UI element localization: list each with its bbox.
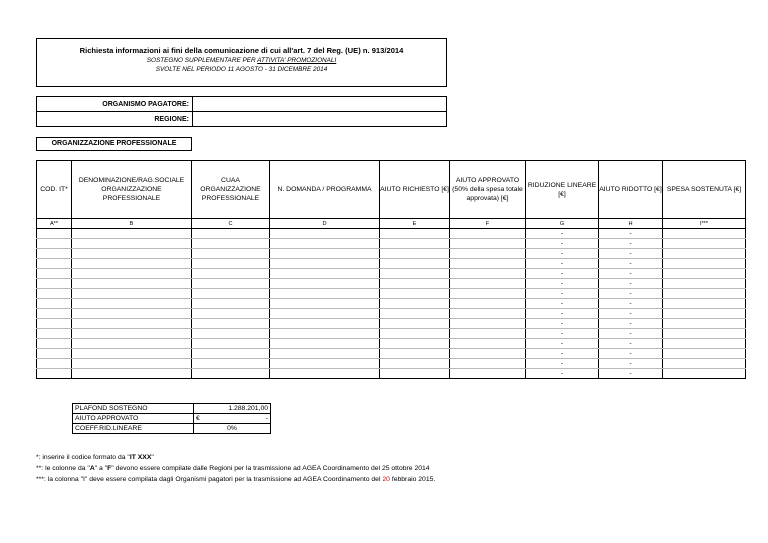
table-cell[interactable] [37, 369, 72, 379]
table-cell[interactable] [380, 349, 450, 359]
table-cell[interactable] [380, 239, 450, 249]
table-cell[interactable] [72, 269, 192, 279]
table-header-row [37, 161, 746, 219]
table-cell[interactable] [380, 359, 450, 369]
table-cell[interactable]: - [526, 359, 599, 369]
table-cell[interactable] [192, 329, 270, 339]
table-row [37, 269, 746, 279]
table-cell[interactable] [37, 259, 72, 269]
table-cell[interactable] [192, 259, 270, 269]
letter-f: F [450, 219, 526, 229]
table-cell[interactable] [192, 269, 270, 279]
table-cell[interactable] [72, 229, 192, 239]
table-cell[interactable] [450, 299, 526, 309]
letter-h: H [599, 219, 663, 229]
table-cell[interactable]: - [599, 269, 663, 279]
letter-i: I*** [663, 219, 746, 229]
table-cell[interactable]: - [599, 279, 663, 289]
table-cell[interactable] [37, 309, 72, 319]
table-cell[interactable] [450, 249, 526, 259]
table-cell[interactable] [380, 329, 450, 339]
table-cell[interactable] [192, 369, 270, 379]
table-row [37, 239, 746, 249]
table-cell[interactable] [663, 229, 746, 239]
header-domanda: N. DOMANDA / PROGRAMMA [270, 161, 380, 219]
table-cell[interactable] [450, 339, 526, 349]
table-cell[interactable] [72, 299, 192, 309]
plafond-label: PLAFOND SOSTEGNO [73, 404, 194, 414]
table-cell[interactable] [37, 279, 72, 289]
table-cell[interactable] [37, 289, 72, 299]
table-cell[interactable] [663, 239, 746, 249]
table-cell[interactable] [72, 339, 192, 349]
document-title: Richiesta informazioni ai fini della comunicazione di cui all'art. 7 del Reg. (UE) n. 913/2014 [79, 46, 404, 55]
subtitle-underlined: ATTIVITA' PROMOZIONALI [257, 57, 337, 64]
table-cell[interactable]: - [599, 319, 663, 329]
table-cell[interactable]: - [599, 229, 663, 239]
table-cell[interactable] [37, 359, 72, 369]
table-cell[interactable] [192, 339, 270, 349]
table-cell[interactable] [380, 319, 450, 329]
table-row [37, 349, 746, 359]
letter-e: E [380, 219, 450, 229]
table-cell[interactable] [37, 269, 72, 279]
table-cell[interactable] [270, 359, 380, 369]
table-cell[interactable] [270, 299, 380, 309]
table-row [37, 279, 746, 289]
table-row [37, 319, 746, 329]
table-cell[interactable]: - [599, 349, 663, 359]
table-cell[interactable] [380, 309, 450, 319]
table-cell[interactable]: - [526, 299, 599, 309]
letter-b: B [72, 219, 192, 229]
table-cell[interactable] [663, 269, 746, 279]
aiuto-approvato-label: AIUTO APPROVATO [73, 414, 194, 424]
table-cell[interactable] [380, 229, 450, 239]
table-cell[interactable] [37, 239, 72, 249]
table-cell[interactable] [450, 239, 526, 249]
table-cell[interactable]: - [526, 259, 599, 269]
field-label-regione: REGIONE: [37, 112, 193, 127]
table-cell[interactable] [37, 229, 72, 239]
table-cell[interactable]: - [599, 299, 663, 309]
table-cell[interactable] [192, 239, 270, 249]
plafond-table [72, 403, 271, 434]
table-cell[interactable]: - [526, 249, 599, 259]
table-cell[interactable] [192, 299, 270, 309]
table-cell[interactable] [663, 369, 746, 379]
plafond-value: 1.288.201,00 [194, 404, 271, 414]
table-row [37, 289, 746, 299]
table-cell[interactable] [450, 349, 526, 359]
header-riduzione: RIDUZIONE LINEARE [€] [526, 161, 599, 219]
table-row [37, 369, 746, 379]
table-cell[interactable] [380, 369, 450, 379]
table-cell[interactable] [380, 279, 450, 289]
table-cell[interactable] [380, 299, 450, 309]
table-cell[interactable]: - [599, 369, 663, 379]
table-cell[interactable] [450, 359, 526, 369]
table-cell[interactable] [663, 289, 746, 299]
table-row [37, 259, 746, 269]
table-cell[interactable] [192, 309, 270, 319]
table-cell[interactable] [72, 349, 192, 359]
document-period: SVOLTE NEL PERIODO 11 AGOSTO - 31 DICEMBRE 2014 [155, 66, 328, 73]
table-cell[interactable]: - [526, 229, 599, 239]
table-cell[interactable] [192, 349, 270, 359]
table-cell[interactable]: - [526, 239, 599, 249]
table-row [37, 359, 746, 369]
table-cell[interactable] [380, 269, 450, 279]
header-denominazione: DENOMINAZIONE/RAG.SOCIALE ORGANIZZAZIONE PROFESSIONALE [72, 161, 192, 219]
table-cell[interactable] [37, 319, 72, 329]
table-cell[interactable] [663, 319, 746, 329]
table-cell[interactable] [72, 249, 192, 259]
coeff-label: COEFF.RID.LINEARE [73, 424, 194, 434]
table-cell[interactable]: - [526, 289, 599, 299]
table-cell[interactable] [663, 249, 746, 259]
table-cell[interactable] [72, 329, 192, 339]
table-cell[interactable] [270, 339, 380, 349]
table-cell[interactable]: - [526, 369, 599, 379]
table-cell[interactable] [663, 329, 746, 339]
table-row [37, 329, 746, 339]
table-cell[interactable] [270, 319, 380, 329]
header-aiuto-ridotto: AIUTO RIDOTTO [€] [599, 161, 663, 219]
table-body [37, 229, 746, 379]
table-cell[interactable] [450, 329, 526, 339]
table-cell[interactable] [72, 289, 192, 299]
footnote-3: ***: la colonna "I" deve essere compilata dagli Organismi pagatori per la trasmissione ad AGEA Coordinamento del 20 febbraio 2015. [36, 476, 436, 483]
table-cell[interactable] [270, 239, 380, 249]
table-cell[interactable] [450, 229, 526, 239]
table-cell[interactable] [37, 299, 72, 309]
header-aiuto-richiesto: AIUTO RICHIESTO [€] [380, 161, 450, 219]
table-cell[interactable] [663, 339, 746, 349]
table-cell[interactable] [270, 269, 380, 279]
table-cell[interactable] [450, 319, 526, 329]
table-cell[interactable]: - [599, 249, 663, 259]
org-section-label: ORGANIZZAZIONE PROFESSIONALE [36, 137, 192, 151]
field-row-organismo [37, 97, 447, 112]
table-cell[interactable] [192, 289, 270, 299]
table-cell[interactable]: - [599, 239, 663, 249]
data-table [36, 160, 746, 379]
field-label-organismo: ORGANISMO PAGATORE: [37, 97, 193, 112]
table-cell[interactable] [450, 279, 526, 289]
table-cell[interactable] [72, 369, 192, 379]
field-value-organismo[interactable] [193, 97, 447, 112]
table-cell[interactable] [450, 309, 526, 319]
table-cell[interactable] [37, 349, 72, 359]
table-cell[interactable]: - [526, 329, 599, 339]
footnote-2: **: le colonne da "A" a "F" devono essere compilate dalle Regioni per la trasmissione ad AGEA Coordinamento del 25 ottobre 2014 [36, 465, 430, 472]
footnotes [36, 452, 435, 485]
letter-a: A** [37, 219, 72, 229]
table-cell[interactable] [270, 309, 380, 319]
table-cell[interactable] [663, 349, 746, 359]
table-cell[interactable] [192, 319, 270, 329]
footnote-1: *: inserire il codice formato da "IT XXX" [36, 454, 154, 461]
table-cell[interactable] [37, 339, 72, 349]
table-row [37, 339, 746, 349]
table-cell[interactable]: - [599, 339, 663, 349]
table-cell[interactable] [270, 369, 380, 379]
table-cell[interactable] [72, 279, 192, 289]
table-cell[interactable] [37, 329, 72, 339]
info-fields [36, 96, 447, 127]
table-cell[interactable]: - [526, 339, 599, 349]
letter-d: D [270, 219, 380, 229]
table-cell[interactable]: - [599, 259, 663, 269]
table-cell[interactable]: - [526, 349, 599, 359]
table-cell[interactable]: - [526, 279, 599, 289]
table-cell[interactable]: - [599, 309, 663, 319]
table-cell[interactable] [72, 239, 192, 249]
title-box [36, 38, 447, 87]
column-letter-row [37, 219, 746, 229]
field-row-regione [37, 112, 447, 127]
table-cell[interactable]: - [526, 309, 599, 319]
table-cell[interactable] [270, 229, 380, 239]
table-cell[interactable]: - [599, 359, 663, 369]
aiuto-approvato-value: € - [194, 414, 271, 424]
letter-g: G [526, 219, 599, 229]
header-spesa: SPESA SOSTENUTA [€] [663, 161, 746, 219]
header-aiuto-approvato: AIUTO APPROVATO (50% della spesa totale approvata) [€] [450, 161, 526, 219]
table-cell[interactable] [192, 359, 270, 369]
table-cell[interactable] [450, 289, 526, 299]
table-cell[interactable] [270, 249, 380, 259]
table-cell[interactable] [270, 329, 380, 339]
table-cell[interactable] [380, 249, 450, 259]
table-cell[interactable] [270, 349, 380, 359]
table-cell[interactable] [72, 309, 192, 319]
table-cell[interactable] [663, 259, 746, 269]
coeff-value: 0% [194, 424, 271, 434]
table-cell[interactable] [663, 299, 746, 309]
table-cell[interactable] [192, 279, 270, 289]
table-cell[interactable] [450, 369, 526, 379]
table-row [37, 309, 746, 319]
table-cell[interactable] [72, 319, 192, 329]
table-cell[interactable] [37, 249, 72, 259]
subtitle-prefix: SOSTEGNO SUPPLEMENTARE PER [146, 57, 258, 64]
header-cod: COD. IT* [37, 161, 72, 219]
table-cell[interactable] [72, 359, 192, 369]
table-cell[interactable] [663, 309, 746, 319]
table-row [37, 299, 746, 309]
letter-c: C [192, 219, 270, 229]
field-value-regione[interactable] [193, 112, 447, 127]
table-cell[interactable] [380, 259, 450, 269]
table-cell[interactable] [663, 279, 746, 289]
table-cell[interactable]: - [599, 329, 663, 339]
table-cell[interactable] [270, 279, 380, 289]
table-cell[interactable] [270, 259, 380, 269]
table-cell[interactable] [450, 269, 526, 279]
table-cell[interactable]: - [526, 319, 599, 329]
table-cell[interactable] [380, 289, 450, 299]
table-cell[interactable] [380, 339, 450, 349]
table-cell[interactable] [450, 259, 526, 269]
table-row [37, 229, 746, 239]
table-cell[interactable] [192, 249, 270, 259]
table-cell[interactable] [72, 259, 192, 269]
table-cell[interactable] [192, 229, 270, 239]
header-cuaa: CUAA ORGANIZZAZIONE PROFESSIONALE [192, 161, 270, 219]
table-cell[interactable] [663, 359, 746, 369]
document-subtitle [37, 57, 446, 64]
coeff-row [73, 424, 271, 434]
table-cell[interactable] [270, 289, 380, 299]
table-cell[interactable]: - [599, 289, 663, 299]
aiuto-approvato-row [73, 414, 271, 424]
plafond-row [73, 404, 271, 414]
table-cell[interactable]: - [526, 269, 599, 279]
table-row [37, 249, 746, 259]
